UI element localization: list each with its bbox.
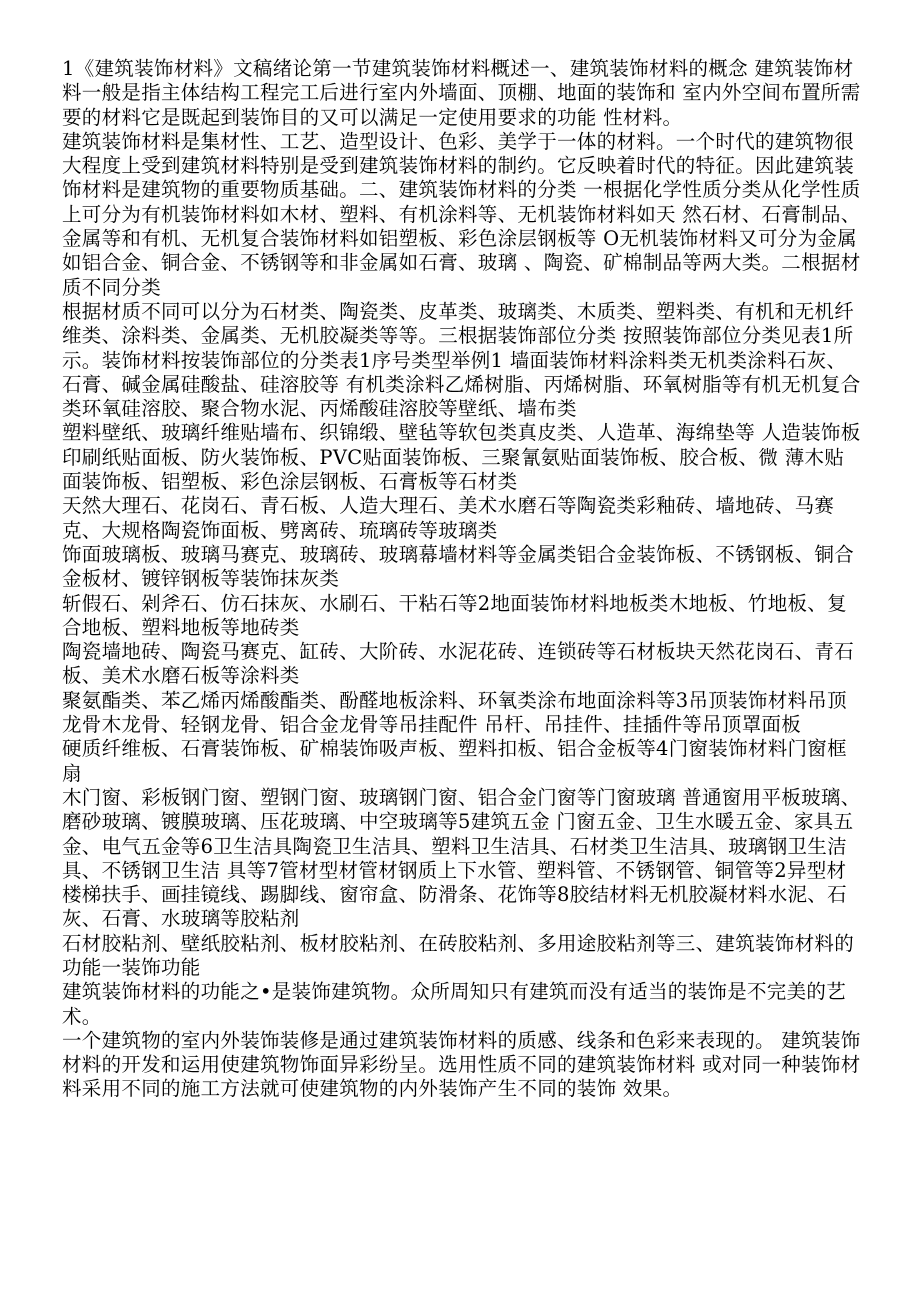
paragraph-14: 建筑装饰材料的功能之•是装饰建筑物。众所周知只有建筑而没有适当的装饰是不完美的艺术。	[62, 980, 847, 1028]
paragraph-10: 硬质纤维板、石膏装饰板、矿棉装饰吸声板、塑料扣板、铝合金板等4门窗装饰材料门窗框扇	[62, 737, 847, 785]
paragraph-11: 木门窗、彩板钢门窗、塑钢门窗、玻璃钢门窗、铝合金门窗等门窗玻璃 普通窗用平板玻璃、磨砂玻璃、镀膜玻璃、压花玻璃、中空玻璃等5建筑五金 门窗五金、卫生水暖五金、家具五金、电气五金等6卫生洁具陶瓷卫生洁具、塑料卫生洁具、石材类卫生洁具、玻璃钢卫生洁具、不锈钢卫生洁 具等7管材型材管材钢质上下水管、塑料管、不锈钢管、铜管等2异型材	[62, 785, 861, 882]
paragraph-12: 楼梯扶手、画挂镜线、踢脚线、窗帘盒、防滑条、花饰等8胶结材料无机胶凝材料水泥、石灰、石膏、水玻璃等胶粘剂	[62, 883, 847, 931]
paragraph-9: 聚氨酯类、苯乙烯丙烯酸酯类、酚醛地板涂料、环氧类涂布地面涂料等3吊顶装饰材料吊顶龙骨木龙骨、轻钢龙骨、铝合金龙骨等吊挂配件 吊杆、吊挂件、挂插件等吊顶罩面板	[62, 688, 847, 737]
paragraph-4: 塑料壁纸、玻璃纤维贴墙布、织锦缎、壁毡等软包类真皮类、人造革、海绵垫等 人造装饰板印刷纸贴面板、防火装饰板、PVC贴面装饰板、三聚氰氨贴面装饰板、胶合板、微 薄木贴面装饰板、铝塑板、彩色涂层钢板、石膏板等石材类	[62, 421, 861, 494]
paragraph-13: 石材胶粘剂、壁纸胶粘剂、板材胶粘剂、在砖胶粘剂、多用途胶粘剂等三、建筑装饰材料的功能一装饰功能	[62, 931, 855, 979]
document-body	[62, 57, 862, 1102]
paragraph-1: 1《建筑装饰材料》文稿绪论第一节建筑装饰材料概述一、建筑装饰材料的概念 建筑装饰材料一般是指主体结构工程完工后进行室内外墙面、顶棚、地面的装饰和 室内外空间布置所需要的材料它是既起到装饰目的又可以满足一定使用要求的功能 性材料。	[62, 57, 861, 129]
paragraph-3: 根据材质不同可以分为石材类、陶瓷类、皮革类、玻璃类、木质类、塑料类、有机和无机纤维类、涂料类、金属类、无机胶凝类等等。三根据装饰部位分类 按照装饰部位分类见表1所示。装饰材料按装饰部位的分类表1序号类型举例1 墙面装饰材料涂料类无机类涂料石灰、石膏、碱金属硅酸盐、硅溶胶等 有机类涂料乙烯树脂、丙烯树脂、环氧树脂等有机无机复合类环氧硅溶胶、聚合物水泥、丙烯酸硅溶胶等壁纸、墙布类	[62, 299, 861, 421]
paragraph-6: 饰面玻璃板、玻璃马赛克、玻璃砖、玻璃幕墙材料等金属类铝合金装饰板、不锈钢板、铜合金板材、镀锌钢板等装饰抹灰类	[62, 542, 855, 591]
paragraph-5: 天然大理石、花岗石、青石板、人造大理石、美术水磨石等陶瓷类彩釉砖、墙地砖、马赛克、大规格陶瓷饰面板、劈离砖、琉璃砖等玻璃类	[62, 494, 835, 542]
paragraph-15: 一个建筑物的室内外装饰装修是通过建筑装饰材料的质感、线条和色彩来表现的。 建筑装饰材料的开发和运用使建筑物饰面异彩纷呈。选用性质不同的建筑装饰材料 或对同一种装饰材料采用不同的施工方法就可使建筑物的内外装饰产生不同的装饰 效果。	[62, 1028, 861, 1101]
paragraph-2: 建筑装饰材料是集材性、工艺、造型设计、色彩、美学于一体的材料。一个时代的建筑物很大程度上受到建筑材料特别是受到建筑装饰材料的制约。它反映着时代的特征。因此建筑装饰材料是建筑物的重要物质基础。二、建筑装饰材料的分类 一根据化学性质分类从化学性质上可分为有机装饰材料如木材、塑料、有机涂料等、无机装饰材料如天 然石材、石膏制品、金属等和有机、无机复合装饰材料如铝塑板、彩色涂层钢板等 O无机装饰材料又可分为金属如铝合金、铜合金、不锈钢等和非金属如石膏、玻璃 、陶瓷、矿棉制品等两大类。二根据材质不同分类	[62, 129, 861, 299]
paragraph-8: 陶瓷墙地砖、陶瓷马赛克、缸砖、大阶砖、水泥花砖、连锁砖等石材板块天然花岗石、青石板、美术水磨石板等涂料类	[62, 640, 855, 688]
paragraph-7: 斩假石、剁斧石、仿石抹灰、水刷石、干粘石等2地面装饰材料地板类木地板、竹地板、复合地板、塑料地板等地砖类	[62, 591, 847, 639]
